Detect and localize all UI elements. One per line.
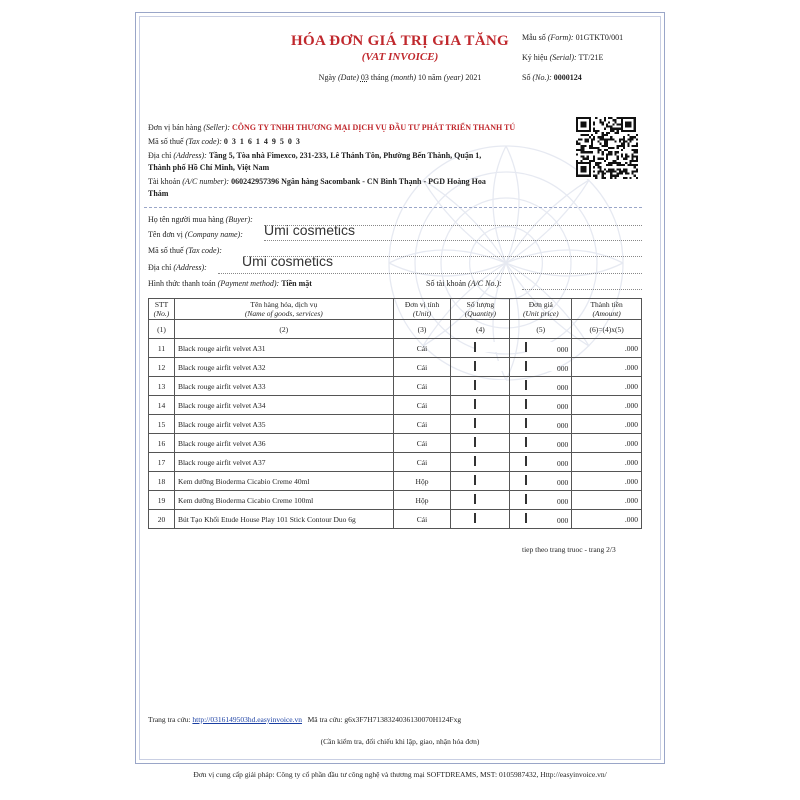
- redaction-mark: [525, 418, 557, 428]
- cell-unit: Cái: [393, 377, 451, 396]
- table-row: [149, 358, 642, 377]
- cell-qty: [451, 358, 510, 377]
- account-number-line: Số tài khoản (A/C No.):: [426, 279, 502, 288]
- redaction-mark: [474, 399, 506, 409]
- cell-amount: .000: [572, 453, 642, 472]
- cell-no: 13: [149, 377, 175, 396]
- cell-no: 18: [149, 472, 175, 491]
- cell-price: 000: [510, 415, 572, 434]
- table-row: [149, 491, 642, 510]
- cell-price: 000: [510, 377, 572, 396]
- redaction-mark: [525, 513, 557, 523]
- dotted-line: [218, 273, 642, 274]
- cell-price: 000: [510, 396, 572, 415]
- cell-qty: [451, 415, 510, 434]
- cell-no: 11: [149, 339, 175, 358]
- redaction-mark: [525, 361, 557, 371]
- column-header: Đơn giá (Unit price): [510, 299, 572, 320]
- buyer-name-line: Họ tên người mua hàng (Buyer):: [148, 215, 253, 224]
- cell-no: 17: [149, 453, 175, 472]
- redaction-mark: [525, 494, 557, 504]
- cell-amount: .000: [572, 491, 642, 510]
- cell-no: 15: [149, 415, 175, 434]
- column-header: Tên hàng hóa, dịch vụ (Name of goods, services): [174, 299, 393, 320]
- payment-method-line: Hình thức thanh toán (Payment method): Tiền mặt: [148, 279, 312, 288]
- redaction-mark: [474, 494, 506, 504]
- table-row: [149, 510, 642, 529]
- cell-unit: Cái: [393, 358, 451, 377]
- cell-price: 000: [510, 434, 572, 453]
- divider: [144, 207, 642, 208]
- redaction-mark: [525, 342, 557, 352]
- seller-address-line2: Thành phố Hồ Chí Minh, Việt Nam: [148, 163, 270, 172]
- buyer-address-value: Umi cosmetics: [242, 253, 334, 269]
- redaction-mark: [474, 361, 506, 371]
- serial-number: Ký hiệu (Serial): TT/21E: [522, 53, 604, 62]
- cell-name: Black rouge airfit velvet A33: [174, 377, 393, 396]
- cell-price: 000: [510, 491, 572, 510]
- qr-code-icon: [576, 117, 638, 179]
- cell-amount: .000: [572, 377, 642, 396]
- cell-name: Kem dưỡng Bioderma Cicabio Creme 100ml: [174, 491, 393, 510]
- cell-amount: .000: [572, 472, 642, 491]
- provider-note: Đơn vị cung cấp giải pháp: Công ty cổ phần đầu tư công nghệ và thương mại SOFTDREAMS, MST: 0105987432, Http://easyinvoice.vn/: [193, 770, 607, 779]
- cell-name: Black rouge airfit velvet A34: [174, 396, 393, 415]
- seller-account-line: Tài khoản (A/C number): 060242957396 Ngân hàng Sacombank - CN Bình Thạnh - PGD Hoàng Hoa: [148, 177, 486, 186]
- redaction-mark: [525, 475, 557, 485]
- lookup-line: Trang tra cứu: http://0316149503hd.easyinvoice.vn Mã tra cứu: g6x3F7H7138324036130070H124Fxg: [148, 715, 462, 724]
- redaction-mark: [525, 380, 557, 390]
- cell-price: 000: [510, 358, 572, 377]
- cell-amount: .000: [572, 415, 642, 434]
- column-index: (5): [510, 320, 572, 339]
- redaction-mark: [474, 456, 506, 466]
- redaction-mark: [525, 399, 557, 409]
- redaction-mark: [474, 418, 506, 428]
- table-row: [149, 396, 642, 415]
- invoice-page: [135, 12, 665, 764]
- cell-no: 19: [149, 491, 175, 510]
- column-header: Đơn vị tính (Unit): [393, 299, 451, 320]
- table-row: [149, 339, 642, 358]
- invoice-subtitle: (VAT INVOICE): [361, 51, 439, 63]
- cell-qty: [451, 396, 510, 415]
- form-number: Mẫu số (Form): 01GTKT0/001: [522, 33, 624, 42]
- cell-amount: .000: [572, 396, 642, 415]
- invoice-date: Ngày (Date) 03 tháng (month) 10 năm (year) 2021: [318, 73, 482, 82]
- table-row: [149, 415, 642, 434]
- cell-price: 000: [510, 510, 572, 529]
- invoice-title: HÓA ĐƠN GIÁ TRỊ GIA TĂNG: [291, 33, 509, 49]
- column-index: (4): [451, 320, 510, 339]
- invoice-number: Số (No.): 0000124: [522, 73, 582, 82]
- column-header: STT (No.): [149, 299, 175, 320]
- cell-name: Black rouge airfit velvet A35: [174, 415, 393, 434]
- check-note: (Cần kiểm tra, đối chiếu khi lập, giao, nhận hóa đơn): [320, 737, 480, 746]
- column-index: (6)=(4)x(5): [572, 320, 642, 339]
- cell-unit: Cái: [393, 339, 451, 358]
- redaction-mark: [474, 475, 506, 485]
- cell-qty: [451, 434, 510, 453]
- cell-amount: .000: [572, 339, 642, 358]
- cell-unit: Hộp: [393, 491, 451, 510]
- cell-unit: Cái: [393, 434, 451, 453]
- column-header: Số lượng (Quantity): [451, 299, 510, 320]
- column-index: (1): [149, 320, 175, 339]
- cell-unit: Cái: [393, 510, 451, 529]
- redaction-mark: [474, 380, 506, 390]
- table-header-row: [149, 299, 642, 320]
- seller-account-line2: Thám: [148, 189, 169, 198]
- buyer-address-line: Địa chỉ (Address):: [148, 263, 207, 272]
- cell-no: 16: [149, 434, 175, 453]
- buyer-tax-line: Mã số thuế (Tax code):: [148, 246, 222, 255]
- cell-qty: [451, 491, 510, 510]
- cell-name: Black rouge airfit velvet A31: [174, 339, 393, 358]
- cell-qty: [451, 453, 510, 472]
- redaction-mark: [525, 456, 557, 466]
- cell-no: 14: [149, 396, 175, 415]
- cell-amount: .000: [572, 510, 642, 529]
- table-row: [149, 377, 642, 396]
- cell-name: Black rouge airfit velvet A36: [174, 434, 393, 453]
- cell-unit: Cái: [393, 415, 451, 434]
- cell-price: 000: [510, 339, 572, 358]
- cell-price: 000: [510, 453, 572, 472]
- column-index: (3): [393, 320, 451, 339]
- column-index: (2): [174, 320, 393, 339]
- cell-amount: .000: [572, 434, 642, 453]
- lookup-code: g6x3F7H7138324036130070H124Fxg: [344, 715, 462, 724]
- table-row: [149, 453, 642, 472]
- cell-qty: [451, 339, 510, 358]
- table-row: [149, 434, 642, 453]
- lookup-link[interactable]: http://0316149503hd.easyinvoice.vn: [192, 715, 302, 724]
- column-header: Thành tiền (Amount): [572, 299, 642, 320]
- items-table: [148, 298, 642, 529]
- table-row: [149, 472, 642, 491]
- redaction-mark: [474, 437, 506, 447]
- cell-qty: [451, 510, 510, 529]
- cell-unit: Hộp: [393, 472, 451, 491]
- cell-no: 12: [149, 358, 175, 377]
- seller-address-line: Địa chỉ (Address): Tầng 5, Tòa nhà Fimexco, 231-233, Lê Thánh Tôn, Phường Bến Thành, Quận 1,: [148, 151, 482, 160]
- buyer-company-line: Tên đơn vị (Company name):: [148, 230, 243, 239]
- cell-price: 000: [510, 472, 572, 491]
- redaction-mark: [474, 342, 506, 352]
- cell-unit: Cái: [393, 396, 451, 415]
- cell-name: Kem dưỡng Bioderma Cicabio Creme 40ml: [174, 472, 393, 491]
- cell-name: Black rouge airfit velvet A32: [174, 358, 393, 377]
- cell-name: Black rouge airfit velvet A37: [174, 453, 393, 472]
- cell-no: 20: [149, 510, 175, 529]
- redaction-mark: [474, 513, 506, 523]
- buyer-company-value: Umi cosmetics: [264, 222, 356, 238]
- cell-name: Bút Tạo Khối Etude House Play 101 Stick Contour Duo 6g: [174, 510, 393, 529]
- continued-note: tiep theo trang truoc - trang 2/3: [522, 545, 616, 554]
- dotted-line: [264, 240, 642, 241]
- redaction-mark: [525, 437, 557, 447]
- cell-amount: .000: [572, 358, 642, 377]
- seller-line: Đơn vị bán hàng (Seller): CÔNG TY TNHH THƯƠNG MẠI DỊCH VỤ ĐẦU TƯ PHÁT TRIỂN THANH TÚ: [148, 123, 516, 132]
- cell-qty: [451, 472, 510, 491]
- dotted-line: [522, 289, 642, 290]
- table-index-row: [149, 320, 642, 339]
- seller-name: CÔNG TY TNHH THƯƠNG MẠI DỊCH VỤ ĐẦU TƯ PHÁT TRIỂN THANH TÚ: [232, 123, 516, 132]
- cell-qty: [451, 377, 510, 396]
- cell-unit: Cái: [393, 453, 451, 472]
- seller-tax-line: Mã số thuế (Tax code): 0 3 1 6 1 4 9 5 0 3: [148, 137, 301, 146]
